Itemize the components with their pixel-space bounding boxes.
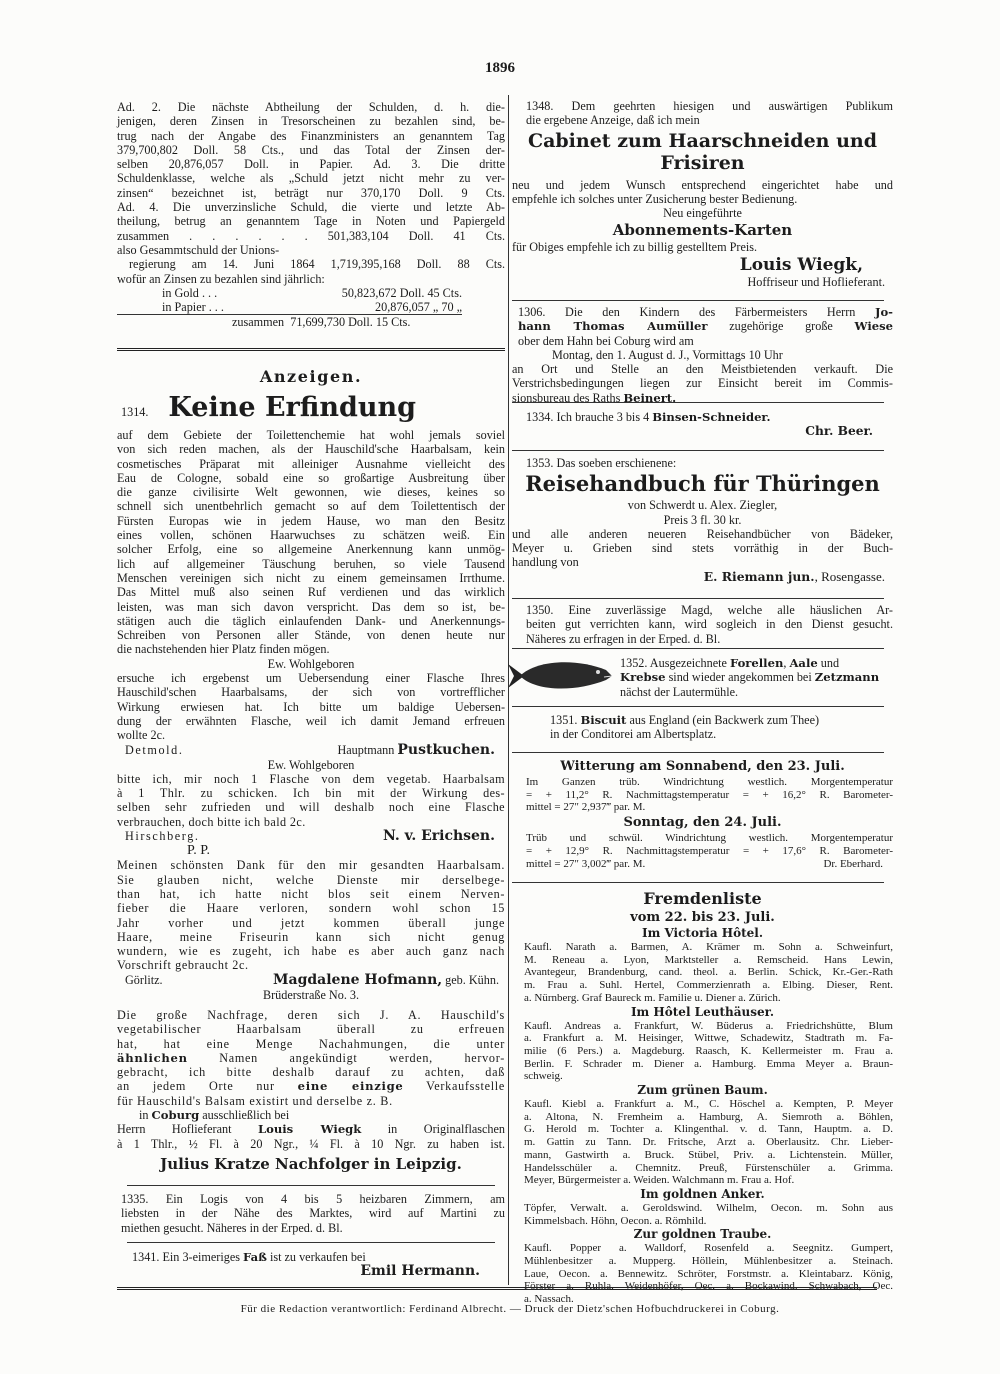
text-line: a. Nassach. xyxy=(524,1293,574,1306)
ad-body xyxy=(117,428,505,657)
text-line: jenigen, deren Zinsen in Tresorscheinen zu bezahlen sind, be- xyxy=(117,114,505,129)
ad-subheading xyxy=(512,206,893,220)
text-line: Im Ganzen trüb. Windrichtung westlich. Morgentemperatur xyxy=(526,776,893,788)
text-line: Eau de Cologne, sobald eine so großartige Ausbreitung über xyxy=(117,470,505,485)
text-run: 1351. xyxy=(550,713,581,727)
bold-run: Louis Wiegk xyxy=(257,1122,362,1137)
ad-text xyxy=(512,305,893,348)
row-label: zusammen xyxy=(232,315,285,330)
ad-text xyxy=(512,362,893,405)
weather-heading xyxy=(512,814,893,832)
text-line: auf dem Gebiete der Toilettenchemie hat wohl jemals soviel xyxy=(117,428,505,442)
text-line: Näheres zu erfragen in der Erped. d. Bl. xyxy=(526,631,721,646)
text-line: 1348. Dem geehrten hiesigen und auswärtigen Publikum xyxy=(526,99,893,113)
text-line: gebracht, ich bitte deshalb darauf zu achten, daß xyxy=(117,1065,505,1080)
text-line: m. Gattin zu Tann. Dr. Fritsche, Arzt a. Oberlausitz. Chr. Lieber- xyxy=(524,1136,893,1149)
text-line: Wirkung erwiesen hat. Ich bitte um baldige Uebersen- xyxy=(117,699,505,714)
signature-place: Hirschberg. xyxy=(125,829,200,844)
text-line: vegetabilischer Haarbalsam überall zu erfreuen xyxy=(117,1022,505,1037)
bold-run: ähnlichen xyxy=(117,1050,188,1065)
text-line: theilung, betrug an genanntem Tage in Noten und Papiergeld xyxy=(117,214,505,229)
text-line: Hauschild'schen Haarbalsams, der sich von vortrefflicher xyxy=(117,685,505,700)
text-line: 379,700,802 Doll. 58 Cts., und das Total der Zinsen der- xyxy=(117,142,505,157)
text-line: than hat, ich hatte nicht blos seit einem Nerven- xyxy=(117,886,505,901)
testimonial-letter xyxy=(117,772,505,829)
text-line: Töpfer, Verwalt. a. Geroldswind. Wilhelm, Oecon. m. Sohn aus xyxy=(524,1201,893,1214)
text-line: Verstrichsbedingungen liegen zur Einsicht bereit im Commis- xyxy=(512,376,893,391)
salutation xyxy=(117,844,505,858)
text-line xyxy=(117,1051,505,1065)
bold-run: Zetzmann xyxy=(814,670,880,685)
hotel-guests xyxy=(512,1242,893,1306)
hotel-heading xyxy=(512,1227,893,1242)
ad-title xyxy=(512,470,893,498)
text-line: à 1 Thlr. zu schicken. Ich bin mit der Wirkung des- xyxy=(117,786,505,801)
text-line: Schuldenklasse, welche als „Schuld jetzt nicht mehr zu ver- xyxy=(117,171,505,186)
text-line: Kimmelsbach. Höhn, Oecon. a. Römhild. xyxy=(524,1214,707,1227)
text-line: Berlin. F. Schrader m. Diener a. Hamburg. Emma Meyer a. Braun- xyxy=(524,1057,893,1070)
text-line: empfehle ich solches unter Zusicherung bester Bedienung. xyxy=(512,191,798,206)
text-run: Namen angekündigt werden, hervor- xyxy=(187,1050,505,1065)
text-line: Kaufl. Andreas a. Frankfurt, W. Büderus a. Friedrichshütte, Blum xyxy=(524,1019,893,1032)
signature xyxy=(117,973,505,988)
ad-signature xyxy=(117,1264,505,1278)
ad-signature-role xyxy=(512,275,893,289)
ad-signature xyxy=(512,255,893,275)
section-rule xyxy=(512,402,884,403)
section-rule xyxy=(512,598,884,599)
text-line: selben 20,876,057 Doll. in Papier. Ad. 3. Die dritte xyxy=(117,157,505,172)
text-line: solcher Erfolg, eine so allgemeine Anerkennung kann unmög- xyxy=(117,542,505,557)
text-run: 1352. Ausgezeichnete xyxy=(620,656,730,670)
salutation xyxy=(117,758,505,772)
section-rule xyxy=(117,348,505,353)
text-line: fieber die Haare verloren, sondern wohl schon 15 xyxy=(117,901,505,916)
ad-1348 xyxy=(512,99,893,289)
ad-text xyxy=(117,1250,505,1264)
text-line: Sie glauben nicht, welche Dienste mir derselbege- xyxy=(117,872,505,887)
weather-heading xyxy=(512,758,893,776)
page-number: 1896 xyxy=(485,60,515,76)
text-line: Frisiren xyxy=(660,151,745,174)
text-line: a. Altona, N. Fremheim a. Hamburg, A. Siemroth a. Böhlen, xyxy=(524,1110,893,1123)
text-run: 1306. Die den Kindern des Färbermeisters Herrn xyxy=(518,305,875,319)
section-rule xyxy=(512,706,884,707)
ad-signature xyxy=(512,570,893,584)
text-line: die ganze civilisirte Welt gewonnen, wie dieses, keines so xyxy=(117,485,505,500)
text-line: in der Conditorei am Albertsplatz. xyxy=(550,727,717,742)
ad-text xyxy=(512,603,893,646)
finance-total-label xyxy=(117,243,505,257)
text-line: Avantegeur, Brandenburg, cand. theol. a. Berlin. Schick, Kr.-Ger.-Rath xyxy=(524,966,893,979)
notice-end xyxy=(117,1122,505,1151)
text-line xyxy=(117,1079,505,1093)
text-line: Meyer, Bürgermeister a. Weiden. Walchmann m. Frau a. Hof. xyxy=(524,1174,795,1187)
text-line: Mühlenbesitzer a. Mupperg. Höllein, Mühlenbesitzer a. Steinach. xyxy=(524,1255,893,1268)
text-line: Ad. 2. Die nächste Abtheilung der Schulden, d. h. die- xyxy=(117,100,505,114)
text-line: und alle anderen neueren Reisehandbücher von Bädeker, xyxy=(512,526,893,541)
text-line: Trüb und schwül. Windrichtung westlich. Morgentemperatur xyxy=(526,832,893,845)
text-line: Im Victoria Hôtel. xyxy=(641,926,764,940)
row-label: in Gold . . . xyxy=(162,285,218,300)
text-line: Ew. Wohlgeboren xyxy=(267,656,355,671)
text-run: 1334. Ich brauche 3 bis 4 xyxy=(526,410,653,424)
text-line: die ergebene Anzeige, daß ich mein xyxy=(526,113,700,128)
text-line: mann, Gastwirth a. Bruck. Stübel, Priv. a. Lichtenstein. Müller, xyxy=(524,1148,893,1161)
section-rule xyxy=(127,1185,495,1186)
text-line: = + 11,2° R. Nachmittagstemperatur = + 16,2° R. Barometer- xyxy=(526,788,893,801)
text-line: Ew. Wohlgeboren xyxy=(267,757,355,772)
bold-run: Krebse xyxy=(620,670,666,685)
text-line: wundern, wie es zugeht, ich habe es aber auch ganz nach xyxy=(117,944,505,959)
text-line: Im Hôtel Leuthäuser. xyxy=(630,1004,775,1019)
text-run: Herrn Hoflieferant xyxy=(117,1122,258,1137)
anzeigen-heading: Anzeigen. xyxy=(259,367,363,386)
text-line: verbrauchen, doch bitte ich bald 2c. xyxy=(117,814,306,829)
text-line: Kaufl. Popper a. Walldorf, Rosenfeld a. Seegnitz. Gumpert, xyxy=(524,1242,893,1255)
text-line: neu und jedem Wunsch entsprechend eingerichtet habe und xyxy=(512,177,893,192)
text-line: Vorschrift gebraucht 2c. xyxy=(117,958,249,973)
fish-icon xyxy=(506,658,614,694)
notice-paragraph xyxy=(117,1008,505,1108)
text-line: Das Mittel muß also seinen Ruf verdienen und das wirklich xyxy=(117,585,505,600)
bold-run: eine einzige xyxy=(297,1079,404,1094)
text-line: schweig. xyxy=(524,1070,563,1083)
text-line: handlung von xyxy=(512,555,579,570)
text-line: cosmetisches Präparat mit alleiniger Ausnahme vielleicht des xyxy=(117,456,505,471)
text-run: in xyxy=(139,1108,152,1123)
ad-body xyxy=(512,527,893,570)
bold-run: Faß xyxy=(243,1250,267,1264)
finance-interest-label xyxy=(117,272,505,286)
text-line: M. Reneau a. Lyon, Marktsteller a. Remscheid. Hans Lewin, xyxy=(524,953,893,966)
text-line: an Ort und Stelle an den Meistbietenden verkauft. Die xyxy=(512,362,893,377)
text-line: a. Frankfurt a. M. Heisinger, Wittwe, Schadewitz, Stadtrath m. Fa- xyxy=(524,1032,893,1045)
ad-1353 xyxy=(512,456,893,584)
ad-intro xyxy=(512,99,893,128)
text-line: bitte ich, mir noch 1 Flasche von dem vegetab. Haarbalsam xyxy=(117,771,505,786)
text-line: Ad. 4. Die unverzinsliche Schuld, die vierte und letzte Ab- xyxy=(117,200,505,215)
text-line: Preis 3 fl. 30 kr. xyxy=(663,512,742,527)
row-label: in Papier . . . xyxy=(162,300,224,315)
text-run: Verkaufsstelle xyxy=(403,1079,505,1094)
text-run: , xyxy=(783,656,790,670)
text-line xyxy=(518,319,893,333)
text-line: dung der erwähnten Flasche, weil ich damit Jemand erfreuen xyxy=(117,713,505,728)
text-line: G. Herold m. Tochter a. Klingenthal. v. d. Tann, Hauptm. a. D. xyxy=(524,1123,893,1136)
signature-suffix: geb. Kühn. xyxy=(442,972,499,987)
text-line: Reisehandbuch für Thüringen xyxy=(525,471,880,497)
text-line: Hoffriseur und Hoflieferant. xyxy=(747,274,885,289)
text-line: Im goldnen Anker. xyxy=(640,1186,765,1201)
text-line: Zur goldnen Traube. xyxy=(633,1227,772,1242)
text-line: Handelsschüler a. Chemnitz. Preuß, Fürstenschüler a. Grimma. xyxy=(524,1161,893,1174)
hotel-guests xyxy=(512,1098,893,1187)
text-run: und xyxy=(817,656,840,670)
text-line: 1350. Eine zuverlässige Magd, welche alle häuslichen Ar- xyxy=(526,603,893,617)
text-line: Kaufl. Kiebl a. Frankfurt a. M., C. Höschel a. Kempten, P. Meyer xyxy=(524,1098,893,1111)
weather-text xyxy=(512,776,893,814)
bold-run: Jo- xyxy=(874,305,893,319)
text-line: trug nach der Angabe des Finanzministers an genanntem Tag xyxy=(117,128,505,143)
ad-1335 xyxy=(117,1192,505,1235)
ad-price xyxy=(512,240,893,254)
text-line: P. P. xyxy=(187,843,210,859)
text-line: von sich reden machen, als der Hauschild'sche Haarbalsam, kein xyxy=(117,442,505,457)
text-line: vom 22. bis 23. Juli. xyxy=(630,910,775,925)
text-line: Schreiben von Personen aller Stände, von denen heute nur xyxy=(117,628,505,643)
ad-cards xyxy=(512,220,893,240)
text-line xyxy=(132,1250,505,1264)
text-line: für Obiges empfehle ich zu billig gestelltem Preis. xyxy=(512,240,758,255)
section-rule xyxy=(512,300,884,301)
text-line: Neu eingeführte xyxy=(663,206,742,221)
text-line: Meyer u. Grieben sind stets vorräthig in der Buch- xyxy=(512,541,893,556)
text-line: m. Frau a. Suhl. Hertel, Commerzienrath a. Elbing. Dieser, Rent. xyxy=(524,979,893,992)
finance-paragraph xyxy=(117,100,505,243)
bold-run: E. Riemann jun. xyxy=(703,568,815,584)
text-line: Brüderstraße No. 3. xyxy=(262,987,360,1002)
text-line: eines vollen, schönen Haarwuchses zu schätzen weiß. Ein xyxy=(117,528,505,543)
text-line xyxy=(550,713,893,727)
signature-name: Magdalene Hofmann, xyxy=(273,971,443,988)
text-line: schnell sich unentbehrlich gemacht so auf dem Toilettentisch der xyxy=(117,499,505,514)
text-line: lich auf allgemeiner Täuschung beruhen, so viele Tausend xyxy=(117,556,505,571)
hotel-guests xyxy=(512,1202,893,1227)
bold-run: Wiese xyxy=(854,319,893,334)
bold-run: Binsen-Schneider. xyxy=(652,410,771,424)
signature xyxy=(117,743,505,758)
text-line: Laue, Oecon. a. Bennewitz. Schröter, Forstmstr. a. Kleintabarz. König, xyxy=(524,1267,893,1280)
hotel-guests xyxy=(512,941,893,1005)
text-run: sionsbureau des Raths xyxy=(512,390,624,405)
text-line: mittel = 27″ 2,937‴ par. M. xyxy=(526,801,646,814)
text-line: wollte 2c. xyxy=(117,728,166,743)
hotel-heading xyxy=(512,1005,893,1020)
text-line: a. Nürnberg. Graf Baureck m. Familie u. Diener a. Zürich. xyxy=(524,991,781,1004)
section-rule xyxy=(512,450,884,451)
text-line: wofür an Zinsen zu bezahlen sind jährlich: xyxy=(117,271,325,286)
ad-1350 xyxy=(512,603,893,646)
finance-total-debt xyxy=(117,257,505,271)
finance-row-total xyxy=(117,315,505,329)
section-rule xyxy=(127,1242,495,1243)
ad-1341 xyxy=(117,1250,505,1279)
section-rule xyxy=(512,752,884,753)
text-line: Kaufl. Narath a. Barmen, A. Krämer m. Sohn a. Schweinfurt, xyxy=(524,941,893,953)
text-line: Haare, meine Friseurin kann sich nicht genug xyxy=(117,929,505,944)
text-run: zugehörige große xyxy=(707,319,855,334)
text-line: die nachstehenden hier Platz finden mögen. xyxy=(117,642,330,657)
text-line xyxy=(518,305,893,319)
text-run: an jedem Orte nur xyxy=(117,1079,298,1094)
text-run: in Originalflaschen xyxy=(361,1122,505,1137)
ad-title xyxy=(512,130,893,174)
bold-run: Biscuit xyxy=(580,713,627,727)
text-line: hat, hat eine Menge Nachahmungen, die unter xyxy=(117,1036,505,1051)
text-line: leisten, was man sich davon verspricht. Das dem so ist, be- xyxy=(117,599,505,614)
text-line: Jahr vorher und jetzt kommen überall junge xyxy=(117,915,505,930)
hotel-heading xyxy=(512,1083,893,1098)
section-rule xyxy=(512,882,884,883)
text-run: , Rosengasse. xyxy=(814,568,885,584)
signature-name: Pustkuchen. xyxy=(397,741,495,758)
signature-title: Hauptmann xyxy=(337,742,398,757)
text-line: 1335. Ein Logis von 4 bis 5 heizbaren Zimmern, am xyxy=(121,1192,505,1206)
text-line: Emil Hermann. xyxy=(360,1263,480,1280)
hotel-heading xyxy=(512,926,893,941)
testimonial-letter xyxy=(117,858,505,972)
firm-name xyxy=(117,1153,505,1175)
text-line: regierung am 14. Juni 1864 1,719,395,168 Doll. 88 Cts. xyxy=(129,257,505,272)
text-line: selben sehr zufrieden und will deshalb noch eine Flasche xyxy=(117,800,505,815)
text-line: Chr. Beer. xyxy=(805,424,873,439)
text-line: Fürsten Europas wie in jedem Hause, wo man den Besitz xyxy=(117,513,505,528)
text-line: für Hauschild's Balsam existirt und derselbe z. B. xyxy=(117,1093,393,1108)
imprint-footer: Für die Redaction verantwortlich: Ferdinand Albrecht. — Druck der Dietz'schen Hofbuchdruckerei in Coburg. xyxy=(240,1303,780,1315)
signature-address xyxy=(117,988,505,1002)
text-line: zusammen . . . . . . 501,383,104 Doll. 41 Cts. xyxy=(117,228,505,243)
text-line: also Gesammtschuld der Unions- xyxy=(117,242,280,257)
text-run: sind wieder angekommen bei xyxy=(665,670,815,685)
finance-row-gold xyxy=(117,286,462,300)
signature xyxy=(117,829,505,844)
text-line: Menschen vereinigen sich nicht zu einem gemeinsamen Irrthume. xyxy=(117,570,505,585)
text-line: Meinen schönsten Dank für den mir gesandten Haarbalsam. xyxy=(117,858,505,873)
ad-1351 xyxy=(512,713,893,742)
text-line: Montag, den 1. August d. J., Vormittags 10 Uhr xyxy=(552,347,783,362)
bold-run: Aale xyxy=(789,656,818,670)
text-line: Louis Wiegk, xyxy=(739,254,863,275)
finance-article xyxy=(117,100,505,330)
text-line xyxy=(139,1108,505,1122)
ad-date xyxy=(512,348,893,362)
ad-signature xyxy=(512,424,893,438)
row-amount: 71,699,730 Doll. 15 Cts. xyxy=(290,315,411,330)
signature-name-wrap xyxy=(337,743,505,758)
ad-title-row xyxy=(121,392,505,424)
row-amount: 20,876,057 „ 70 „ xyxy=(375,300,462,315)
finance-row-paper xyxy=(117,300,462,315)
notice-coburg xyxy=(117,1108,505,1122)
ad-subtitle xyxy=(512,498,893,527)
text-line: Fremdenliste xyxy=(643,889,762,908)
text-line: Dr. Eberhard. xyxy=(823,858,883,871)
ad-title: Keine Erfindung xyxy=(168,392,417,423)
text-line: Sonntag, den 24. Juli. xyxy=(623,815,782,831)
text-line: Julius Kratze Nachfolger in Leipzig. xyxy=(160,1154,462,1173)
bold-run: Beinert. xyxy=(623,390,677,405)
text-line: mittel = 27″ 3,002‴ par. M. xyxy=(526,857,646,870)
ad-text xyxy=(512,410,893,424)
text-line xyxy=(117,1122,505,1136)
bold-run: Coburg xyxy=(151,1108,200,1123)
text-line: = + 12,9° R. Nachmittagstemperatur = + 17,6° R. Barometer- xyxy=(526,844,893,857)
ad-text xyxy=(117,1192,505,1235)
text-line xyxy=(512,570,885,584)
text-run: ausschließlich bei xyxy=(199,1108,290,1123)
text-line: stätigen auch die täglich einlaufenden Dank- und Anerkennungs- xyxy=(117,613,505,628)
text-line: Förster a. Ruhla. Weidenhöfer, Oec. a. Bockawind. Schwabach, Oec. xyxy=(524,1280,893,1293)
text-line: miethen gesucht. Näheres in der Erped. d. Bl. xyxy=(121,1220,343,1235)
text-line: Zum grünen Baum. xyxy=(637,1083,768,1098)
hotel-heading xyxy=(512,1187,893,1202)
hotel-guests xyxy=(512,1020,893,1084)
section-rule xyxy=(512,648,884,649)
ad-number: 1314. xyxy=(121,405,149,419)
text-run: aus England (ein Backwerk zum Thee) xyxy=(626,713,820,727)
row-amount: 50,823,672 Doll. 45 Cts. xyxy=(341,285,462,300)
text-line: Cabinet zum Haarschneiden und xyxy=(527,129,878,152)
ad-1352 xyxy=(512,656,893,699)
text-line: 1353. Das soeben erschienene: xyxy=(526,456,677,470)
ad-1306 xyxy=(512,305,893,405)
text-run: 1341. Ein 3-eimeriges xyxy=(132,1250,244,1264)
text-line: Die große Nachfrage, deren sich J. A. Hauschild's xyxy=(117,1007,505,1022)
ad-text xyxy=(512,713,893,742)
text-line xyxy=(526,410,893,424)
text-line: milie (6 Pers.) a. Magdeburg. Raasch, K. Kellermeister m. Frau a. xyxy=(524,1044,893,1057)
ad-1314 xyxy=(117,366,505,1175)
text-line: nächst der Lautermühle. xyxy=(620,684,739,699)
footer-rule xyxy=(117,1287,877,1292)
bold-run: hann Thomas Aumüller xyxy=(518,319,708,334)
signature-name: N. v. Erichsen. xyxy=(382,828,495,845)
signature-place: Detmold. xyxy=(125,742,184,757)
text-line: Abonnements-Karten xyxy=(612,221,793,240)
signature-name-wrap xyxy=(273,973,505,988)
text-line: ersuche ich ergebenst um Uebersendung einer Flasche Ihres xyxy=(117,671,505,686)
weather-report xyxy=(512,758,893,871)
salutation xyxy=(117,657,505,671)
text-line: liebsten in der Nähe des Marktes, wird auf Martini zu xyxy=(121,1206,505,1221)
testimonial-letter xyxy=(117,671,505,742)
text-line: Witterung am Sonnabend, den 23. Juli. xyxy=(560,759,845,774)
text-run: ist zu verkaufen bei xyxy=(266,1250,366,1264)
ad-1334 xyxy=(512,410,893,439)
text-line: beiten gut verrichten kann, wird sogleich in den Dienst gesucht. xyxy=(526,617,893,632)
guest-list xyxy=(512,888,893,1306)
text-line: ober dem Hahn bei Coburg wird am xyxy=(518,333,694,348)
guest-list-title xyxy=(512,888,893,909)
bold-run: Forellen xyxy=(730,656,784,670)
signature-place: Görlitz. xyxy=(125,972,163,987)
ad-intro xyxy=(512,456,893,470)
text-line: zinsen“ bezeichnet ist, beträgt nur 370,170 Doll. 9 Cts. xyxy=(117,185,505,200)
guest-list-date xyxy=(512,909,893,926)
text-line: von Schwerdt u. Alex. Ziegler, xyxy=(627,498,778,513)
text-line: à 1 Thlr., ½ Fl. à 20 Ngr., ¼ Fl. à 10 Ngr. zu haben ist. xyxy=(117,1136,505,1151)
ad-body xyxy=(512,178,893,207)
